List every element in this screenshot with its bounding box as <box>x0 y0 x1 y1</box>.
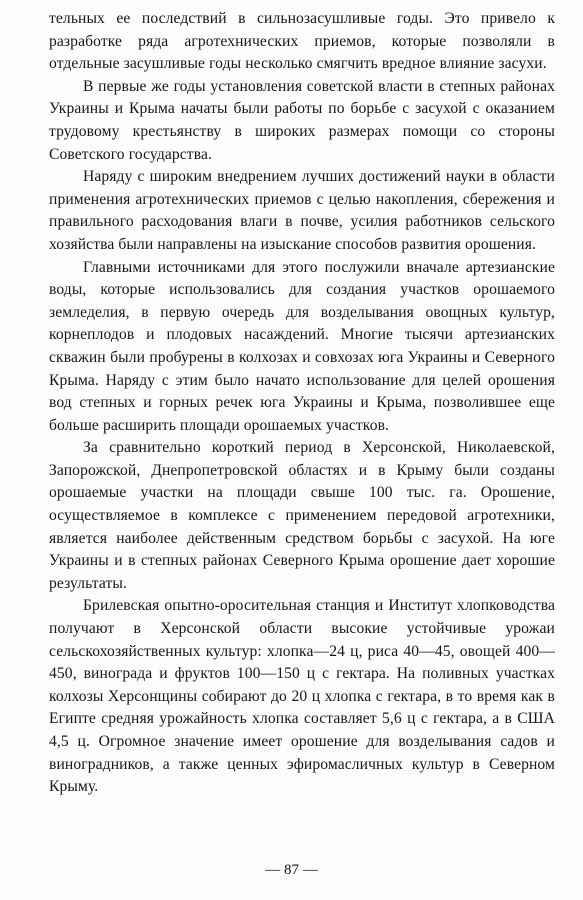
paragraph-2: В первые же годы установления советской власти в степных районах Украины и Крыма начаты были работы по борьбе с засухой с оказанием трудовому крестьянству в широких размерах помощи со стороны Советского государства. <box>49 77 555 163</box>
paragraph-4: Главными источниками для этого послужили вначале артезианские воды, которые использовались для создания участков орошаемого земледелия, в первую очередь для возделывания овощных культур, корнеплодов и плодовых насаждений. Многие тысячи артезианских скважин были пробурены в колхозах и совхозах юга Украины и Северного Крыма. Наряду с этим было начато использование для целей орошения вод степных и горных речек юга Украины и Крыма, позволившее еще больше расширить площади орошаемых участков. <box>49 258 555 434</box>
paragraph-5: За сравнительно короткий период в Херсонской, Николаевской, Запорожской, Днепропетровской областях и в Крыму были созданы орошаемые участки на площади свыше 100 тыс. га. Орошение, осуществляемое в комплексе с применением передовой агротехники, является наиболее действенным средством борьбы с засухой. На юге Украины и в степных районах Северного Крыма орошение дает хорошие результаты. <box>49 439 555 592</box>
paragraph-6: Брилевская опытно-оросительная станция и Институт хлопководства получают в Херсонской области высокие устойчивые урожаи сельскохозяйственных культур: хлопка—24 ц, риса 40—45, овощей 400—450, винограда и фруктов 100—150 ц с гектара. На поливных участках колхозы Херсонщины собирают до 20 ц хлопка с гектара, в то время как в Египте средняя урожайность хлопка составляет 5,6 ц с гектара, а в США 4,5 ц. Огромное значение имеет орошение для возделывания садов и виноградников, а также ценных эфиромасличных культур в Северном Крыму. <box>49 597 555 796</box>
page-number: — 87 — <box>265 862 318 878</box>
paragraph-3: Наряду с широким внедрением лучших достижений науки в области применения агротехнических приемов с целью накопления, сбережения и правильного расходования влаги в почве, усилия работников сельского хозяйства были направлены на изыскание способов развития орошения. <box>49 168 555 253</box>
body-text <box>49 8 555 799</box>
paragraph-1: тельных ее последствий в сильнозасушливые годы. Это привело к разработке ряда агротехнических приемов, которые позволяли в отдельные засушливые годы несколько смягчить вредное влияние засухи. <box>49 10 555 73</box>
